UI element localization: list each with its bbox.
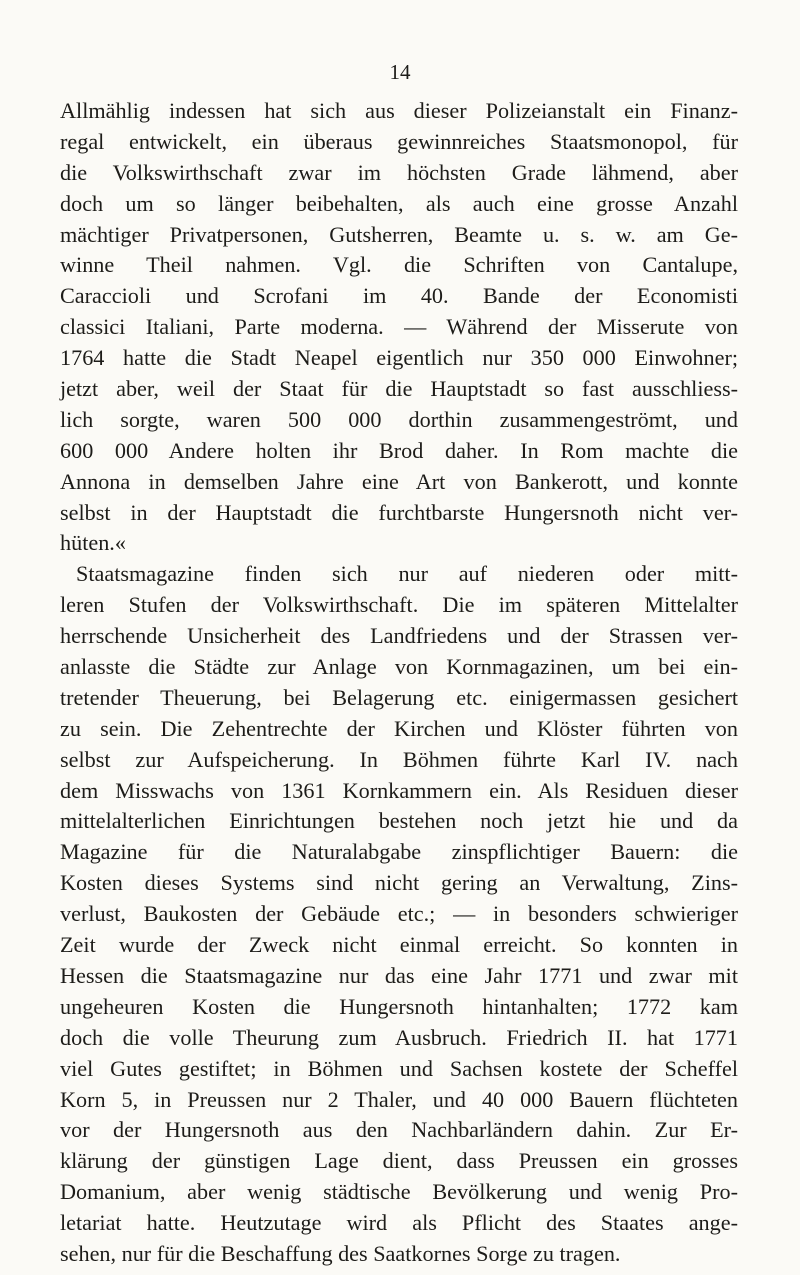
- text-line: jetzt aber, weil der Staat für die Hauptstadt so fast ausschliess-: [60, 376, 738, 402]
- text-line: hüten.«: [60, 530, 126, 556]
- text-line: leren Stufen der Volkswirthschaft. Die im späteren Mittelalter: [60, 592, 738, 618]
- text-line: mächtiger Privatpersonen, Gutsherren, Beamte u. s. w. am Ge-: [60, 221, 738, 247]
- text-line: anlasste die Städte zur Anlage von Kornmagazinen, um bei ein-: [60, 654, 738, 680]
- text-line: Hessen die Staatsmagazine nur das eine Jahr 1771 und zwar mit: [60, 962, 738, 988]
- text-line: Kosten dieses Systems sind nicht gering an Verwaltung, Zins-: [60, 870, 738, 896]
- text-line: verlust, Baukosten der Gebäude etc.; — in besonders schwieriger: [60, 901, 738, 927]
- text-line: tretender Theuerung, bei Belagerung etc. einigermassen gesichert: [60, 684, 738, 710]
- text-line: doch die volle Theurung zum Ausbruch. Friedrich II. hat 1771: [60, 1024, 738, 1050]
- text-line: dem Misswachs von 1361 Kornkammern ein. Als Residuen dieser: [60, 777, 738, 803]
- text-line: 1764 hatte die Stadt Neapel eigentlich nur 350 000 Einwohner;: [60, 345, 738, 371]
- text-line: classici Italiani, Parte moderna. — Während der Misserute von: [60, 314, 738, 340]
- text-line: herrschende Unsicherheit des Landfriedens und der Strassen ver-: [60, 623, 738, 649]
- text-line: klärung der günstigen Lage dient, dass Preussen ein grosses: [60, 1148, 738, 1174]
- text-line: regal entwickelt, ein überaus gewinnreiches Staatsmonopol, für: [60, 128, 738, 154]
- text-line: die Volkswirthschaft zwar im höchsten Grade lähmend, aber: [60, 159, 738, 185]
- body-text: [60, 96, 738, 1270]
- text-line: Korn 5, in Preussen nur 2 Thaler, und 40 000 Bauern flüchteten: [60, 1086, 738, 1112]
- text-line: Staatsmagazine finden sich nur auf niederen oder mitt-: [76, 561, 738, 587]
- text-line: lich sorgte, waren 500 000 dorthin zusammengeströmt, und: [60, 406, 738, 432]
- text-line: selbst in der Hauptstadt die furchtbarste Hungersnoth nicht ver-: [60, 499, 738, 525]
- text-line: winne Theil nahmen. Vgl. die Schriften von Cantalupe,: [60, 252, 738, 278]
- text-line: 600 000 Andere holten ihr Brod daher. In Rom machte die: [60, 437, 738, 463]
- text-line: selbst zur Aufspeicherung. In Böhmen führte Karl IV. nach: [60, 746, 738, 772]
- text-line: ungeheuren Kosten die Hungersnoth hintanhalten; 1772 kam: [60, 993, 738, 1019]
- text-line: letariat hatte. Heutzutage wird als Pflicht des Staates ange-: [60, 1210, 738, 1236]
- text-line: zu sein. Die Zehentrechte der Kirchen und Klöster führten von: [60, 715, 738, 741]
- text-line: Domanium, aber wenig städtische Bevölkerung und wenig Pro-: [60, 1179, 738, 1205]
- text-line: sehen, nur für die Beschaffung des Saatkornes Sorge zu tragen.: [60, 1240, 621, 1266]
- text-line: Magazine für die Naturalabgabe zinspflichtiger Bauern: die: [60, 839, 738, 865]
- text-line: doch um so länger beibehalten, als auch eine grosse Anzahl: [60, 190, 738, 216]
- page-number: 14: [389, 60, 411, 84]
- text-line: vor der Hungersnoth aus den Nachbarländern dahin. Zur Er-: [60, 1117, 738, 1143]
- text-line: viel Gutes gestiftet; in Böhmen und Sachsen kostete der Scheffel: [60, 1055, 738, 1081]
- text-line: Allmählig indessen hat sich aus dieser Polizeianstalt ein Finanz-: [60, 98, 738, 123]
- text-line: mittelalterlichen Einrichtungen bestehen noch jetzt hie und da: [60, 808, 738, 834]
- text-line: Zeit wurde der Zweck nicht einmal erreicht. So konnten in: [60, 932, 738, 958]
- text-line: Annona in demselben Jahre eine Art von Bankerott, und konnte: [60, 468, 738, 494]
- text-line: Caraccioli und Scrofani im 40. Bande der Economisti: [60, 283, 738, 309]
